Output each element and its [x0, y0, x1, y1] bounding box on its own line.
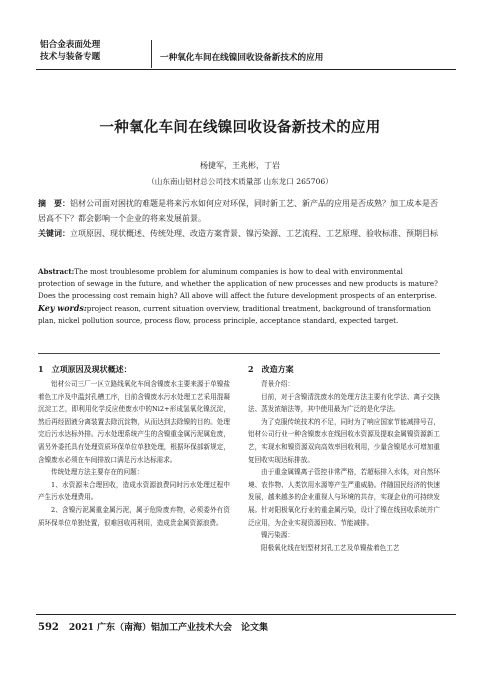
header-divider: [151, 40, 152, 68]
section-rule: [38, 353, 440, 354]
paragraph: 背景介绍：: [261, 380, 294, 388]
left-column: [38, 363, 230, 529]
series-label: [40, 40, 100, 63]
abstract-en-text: The most troublesome problem for aluminum companies is how to deal with environmental protection of sewage in the future, and whether the application of new processes and new products is mature? Does the processing cost remain high? All above will affect the future development prospects of an enterprise.: [38, 267, 438, 301]
paragraph: 传统处理方法主要存在的问题：: [51, 468, 144, 477]
keywords-cn: [38, 226, 440, 241]
keywords-en-text: project reason, current situation overview, traditional treatment, background of transformation plan, nickel pollution source, process flow, process principle, acceptance standard, expected target.: [38, 304, 431, 326]
header-rule: [36, 69, 456, 70]
paragraph: 2、含镍污泥属重金属污泥，属于危险废弃物，必须委外有资质环保单位单独处置，很难回收再利用，造成贵金属资源浪费。: [38, 505, 230, 527]
abstract-cn-label: 摘 要：: [38, 198, 70, 208]
page-number: 592: [38, 622, 59, 633]
keywords-en-label: Key words:: [38, 303, 87, 313]
paragraph: 为了克服传统技术的不足，同时为了响应国家节能减排号召，铝材公司行业一种含镍废水在线回收水资源及提取金属镍资源新工艺，实现水和镍资源双向高效率回收利用，少量含镍尾水可增加重复回收实现达标排放。: [248, 417, 440, 464]
paragraph: 1、水资源未合理回收，造成水资源浪费同时污水处理过程中产生污水处理费用。: [38, 480, 230, 502]
running-title: 一种氧化车间在线镍回收设备新技术的应用: [160, 53, 324, 63]
abstract-cn: [38, 196, 440, 226]
paragraph: 铝材公司三厂一区立路线氧化车间含镍废水主要来源于单镍盐着色工序及中温封孔槽工序，目前含镍废水污水处理工艺采用混凝沉淀工艺，即利用化学反应使废水中的Ni2+形成氢氧化镍沉淀，然后再经固液分离装置去除沉淀物，从而达到去除镍的目的。处理完后污水达标外排。污水处理系统产生的含镍重金属污泥属危废，需另外委托具有处理资质环保单位单独处理，根据环保部新规定，含镍废水必须在车间排放口满足污水达标需求。: [38, 380, 230, 464]
keywords-en: [38, 302, 440, 327]
abstract-cn-text: 铝材公司面对困扰的难题是将来污水如何应对环保，同时新工艺、新产品的应用是否成熟？加工成本是否居高不下？都会影响一个企业的将来发展前景。: [38, 199, 438, 223]
abstract-en-label: Abstract:: [38, 267, 75, 276]
paragraph: 阳极氧化线在铝型材封孔工艺及单镍盐着色工艺: [261, 543, 400, 552]
paragraph: 目前，对于含镍清洗废水的处理方法主要有化学法、离子交换法、蒸发浓缩法等，其中使用最为广泛的是化学法。: [248, 392, 440, 414]
series-line-2: 技术与装备专题: [40, 51, 101, 62]
paper-authors: 杨捷军，王兆彬，丁岩: [200, 161, 280, 170]
paragraph: 由于重金属镍离子管控非常严格，若超标排入水体，对自然环境、农作物、人类饮用水源等产生严重威胁。伴随国民经济的快速发展，越来越多的企业重视人与环境的共存，实现企业的可持续发展。针对阳极氧化行业的重金属污染，设计了镍在线回收系统并广泛应用，为企业实现资源回收、节能减排。: [248, 468, 440, 527]
series-line-1: 铝合金表面处理: [40, 40, 101, 50]
paragraph: 镍污染源：: [261, 531, 294, 540]
right-column: [248, 363, 440, 554]
paper-affiliation: （山东南山铝材总公司技术质量部 山东龙口 265706）: [147, 177, 333, 186]
footer-rule: [36, 614, 456, 615]
section-1-heading: 1 立项原因及现状概述：: [38, 364, 132, 374]
section-2-heading: 2 改造方案: [248, 364, 294, 374]
abstract-en: [38, 266, 440, 303]
keywords-cn-label: 关键词：: [38, 228, 70, 238]
paper-title: 一种氧化车间在线镍回收设备新技术的应用: [99, 119, 381, 136]
keywords-cn-text: 立项原因、现状概述、传统处理、改造方案背景、镍污染源、工艺流程、工艺原理、验收标准、预期目标: [70, 229, 438, 238]
footer: [38, 620, 268, 633]
proceedings-title: 2021 广东（南海）铝加工产业技术大会 论文集: [68, 623, 269, 633]
